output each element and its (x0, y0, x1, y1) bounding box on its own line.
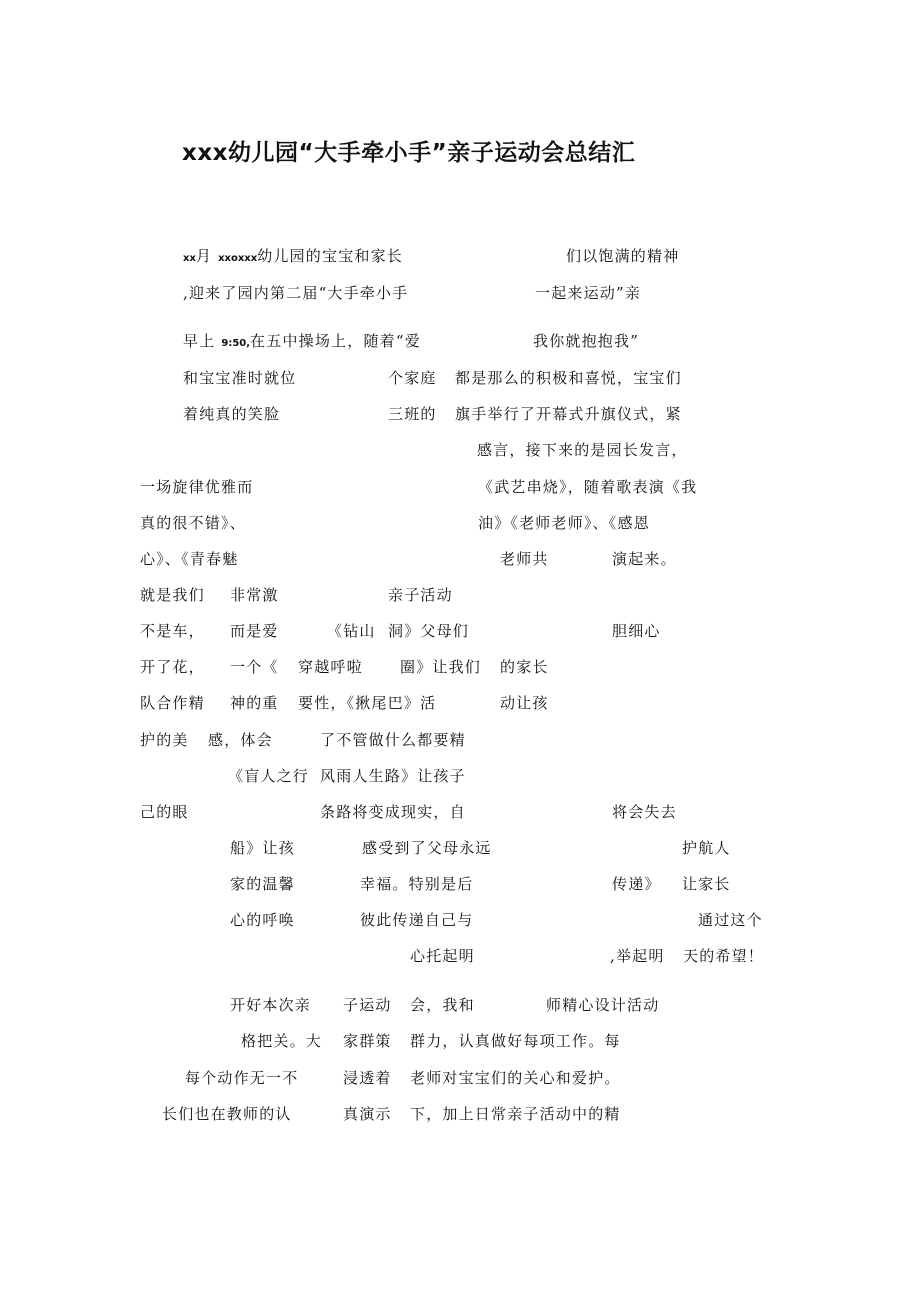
text-fragment: 真演示 (343, 1105, 392, 1123)
text-fragment: 心托起明 (410, 947, 475, 965)
text-fragment: 《盲人之行 (228, 767, 310, 785)
text-fragment: 风雨人生路》让孩子 (320, 767, 466, 785)
text-fragment: 传递》 (612, 875, 661, 893)
text-fragment: 月 (195, 247, 213, 265)
text-fragment: ,迎来了园内第二届“大手牵小手 (183, 284, 409, 302)
text-fragment: 老师对宝宝们的关心和爱护。 (410, 1069, 621, 1087)
text-fragment: 家的温馨 (230, 875, 295, 893)
text-fragment: 感受到了父母永远 (362, 839, 492, 857)
text-fragment: 《武艺串烧》，随着歌表演《我 (478, 478, 698, 496)
text-fragment: 都是那么的积极和喜悦，宝宝们 (455, 369, 682, 387)
text-fragment: 就是我们 (140, 586, 205, 604)
text-fragment: 格把关。大 (241, 1032, 323, 1050)
text-fragment: 胆细心 (612, 622, 661, 640)
text-fragment: 下，加上日常亲子活动中的精 (410, 1105, 621, 1123)
text-fragment: 们以饱满的精神 (566, 247, 680, 265)
text-fragment: 老师共 (500, 550, 549, 568)
text-fragment: 条路将变成现实，自 (320, 803, 466, 821)
text-fragment: 己的眼 (140, 803, 189, 821)
text-fragment: 将会失去 (612, 803, 677, 821)
text-fragment: 让家长 (682, 875, 731, 893)
text-fragment: 幸福。特别是后 (360, 875, 474, 893)
text-fragment: 天的希望！ (683, 947, 765, 965)
text-fragment: xxoxxx (218, 253, 258, 264)
text-fragment: 油》《老师老师》、《感恩 (478, 514, 650, 532)
text-fragment: 感，体会 (208, 731, 273, 749)
text-fragment: 9:50, (221, 338, 251, 349)
text-fragment: 船》让孩 (230, 839, 295, 857)
text-fragment: 一起来运动”亲 (535, 284, 642, 302)
page-title: xxx幼儿园“大手牵小手”亲子运动会总结汇 (182, 140, 636, 166)
text-fragment: 心》、《青春魅 (140, 550, 239, 568)
text-fragment: 长们也在教师的认 (162, 1105, 292, 1123)
text-fragment: 洞》父母们 (388, 622, 470, 640)
text-fragment: 子运动 (343, 996, 392, 1014)
text-fragment: 三班的 (388, 405, 437, 423)
text-fragment: 在五中操场上，随着“爱 (250, 332, 421, 350)
text-fragment (183, 331, 421, 354)
text-fragment: 群力，认真做好每项工作。每 (410, 1032, 621, 1050)
text-fragment: 开好本次亲 (230, 996, 312, 1014)
text-fragment: 心的呼唤 (230, 911, 295, 929)
text-fragment: 动让孩 (500, 694, 549, 712)
text-fragment: 感言，接下来的是园长发言， (477, 441, 688, 459)
text-fragment: 彼此传递自己与 (360, 911, 474, 929)
text-fragment (183, 246, 403, 269)
text-fragment: 的家长 (500, 658, 549, 676)
text-fragment: 护的美 (140, 731, 189, 749)
text-fragment: 个家庭 (388, 369, 437, 387)
text-fragment: 亲子活动 (388, 586, 453, 604)
text-fragment: 非常激 (230, 586, 279, 604)
text-fragment: 演起来。 (612, 550, 677, 568)
text-fragment: 一场旋律优雅而 (140, 478, 254, 496)
text-fragment: 开了花， (140, 658, 205, 676)
text-fragment: 而是爱 (230, 622, 279, 640)
text-fragment: 通过这个 (698, 911, 763, 929)
text-fragment: 旗手举行了开幕式升旗仪式，紧 (455, 405, 682, 423)
text-fragment: 真的很不错》、 (140, 514, 246, 532)
text-fragment: 我你就抱抱我” (533, 332, 640, 350)
text-fragment: 队合作精 (140, 694, 205, 712)
text-fragment: 护航人 (682, 839, 731, 857)
text-fragment: 和宝宝准时就位 (183, 369, 297, 387)
text-fragment: 每个动作无一不 (185, 1069, 299, 1087)
text-fragment: 师精心设计活动 (546, 996, 660, 1014)
text-fragment: 家群策 (343, 1032, 392, 1050)
text-fragment: 穿越呼啦 (298, 658, 363, 676)
text-fragment: 神的重 (230, 694, 279, 712)
text-fragment: 浸透着 (343, 1069, 392, 1087)
text-fragment: 《钻山 (327, 622, 376, 640)
text-fragment: 了不管做什么都要精 (320, 731, 466, 749)
text-fragment: 圈》让我们 (400, 658, 482, 676)
text-fragment: 着纯真的笑脸 (183, 405, 281, 423)
text-fragment: ,举起明 (610, 947, 665, 965)
text-fragment: 一个《 (230, 658, 279, 676)
text-fragment: 幼儿园的宝宝和家长 (257, 247, 404, 265)
text-fragment: xx (183, 253, 196, 264)
text-fragment: 不是车， (140, 622, 205, 640)
text-fragment: 早上 (183, 332, 216, 350)
text-fragment: 要性，《揪尾巴》活 (298, 694, 437, 712)
text-fragment: 会，我和 (410, 996, 475, 1014)
